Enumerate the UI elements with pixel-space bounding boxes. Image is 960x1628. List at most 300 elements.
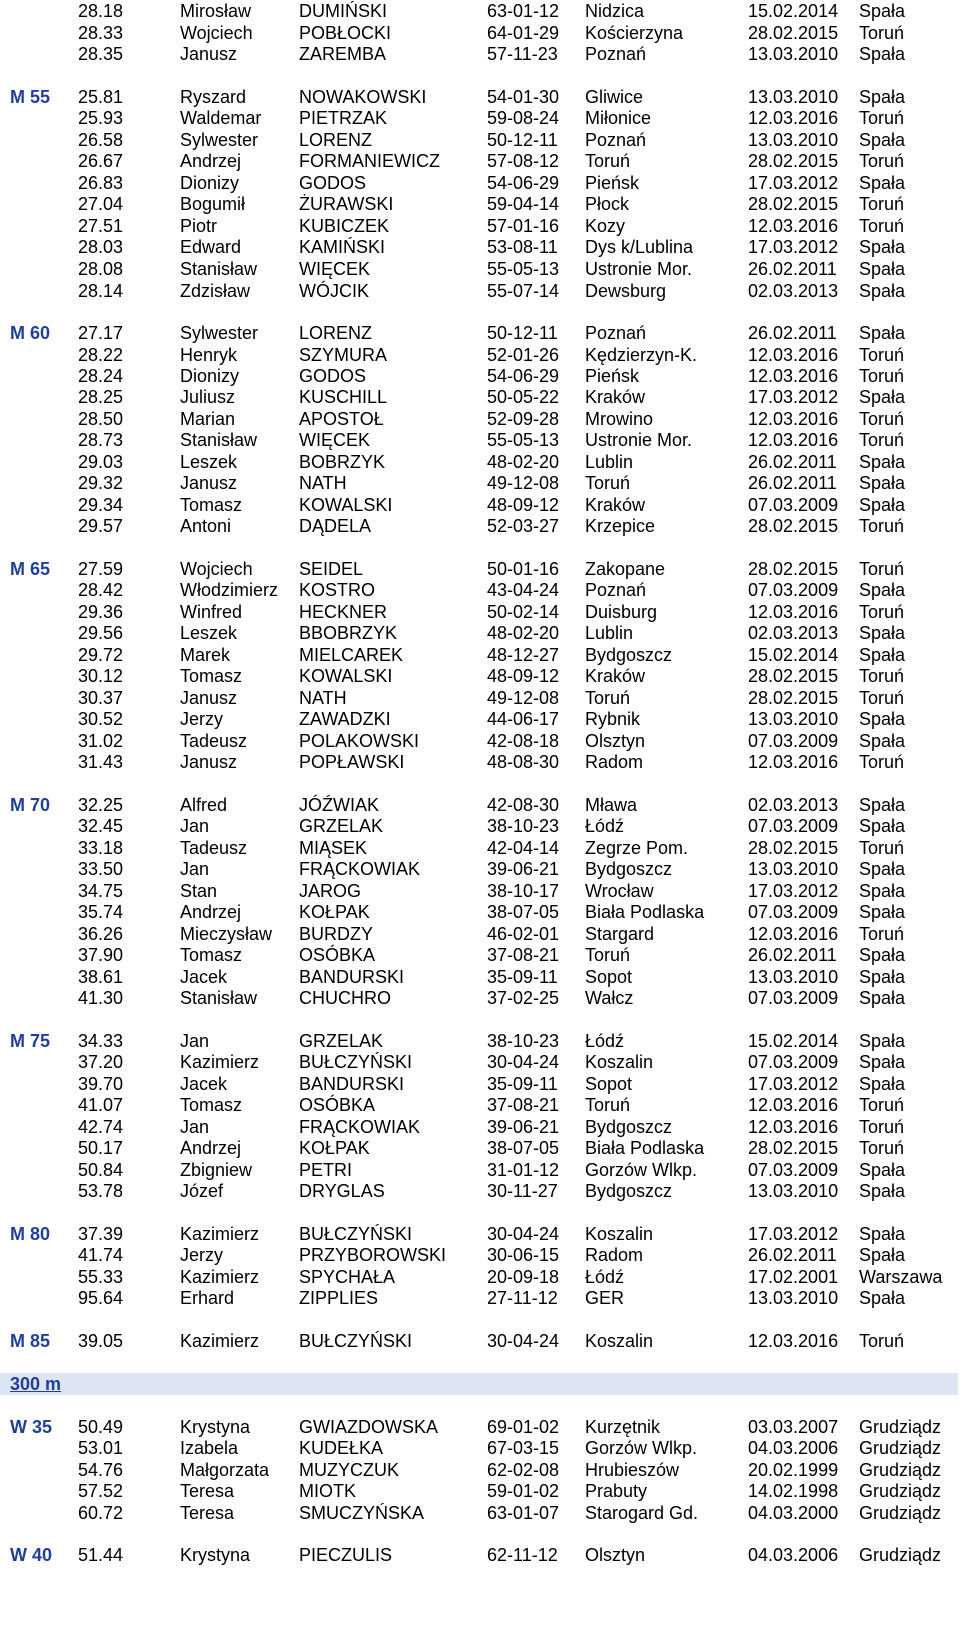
table-row	[0, 0, 960, 22]
place-cell: Toruń	[585, 1095, 631, 1115]
event-header-300m	[0, 1373, 958, 1395]
table-row	[0, 730, 960, 752]
dob-cell: 63-01-12	[487, 1, 560, 21]
time-cell: 30.12	[78, 666, 124, 686]
place-cell: Zegrze Pom.	[585, 838, 689, 858]
dob-cell: 38-10-23	[487, 1031, 560, 1051]
last-cell: BANDURSKI	[299, 1074, 405, 1094]
last-cell: WIĘCEK	[299, 259, 371, 279]
first-cell: Stanisław	[180, 259, 258, 279]
venue-cell: Spała	[859, 1245, 906, 1265]
first-cell: Tomasz	[180, 1095, 243, 1115]
time-cell: 53.78	[78, 1181, 124, 1201]
first-cell: Jacek	[180, 967, 228, 987]
table-row	[0, 472, 960, 494]
last-cell: POPŁAWSKI	[299, 752, 405, 772]
last-cell: DRYGLAS	[299, 1181, 385, 1201]
date-cell: 13.03.2010	[748, 87, 839, 107]
category-label: M 70	[10, 795, 51, 815]
time-cell: 41.30	[78, 988, 124, 1008]
dob-cell: 37-08-21	[487, 1095, 560, 1115]
dob-cell: 20-09-18	[487, 1267, 560, 1287]
place-cell: Gliwice	[585, 87, 644, 107]
first-cell: Tomasz	[180, 666, 243, 686]
table-row	[0, 193, 960, 215]
time-cell: 29.32	[78, 473, 124, 493]
time-cell: 31.43	[78, 752, 124, 772]
table-row	[0, 236, 960, 258]
date-cell: 28.02.2015	[748, 688, 839, 708]
dob-cell: 50-12-11	[487, 130, 558, 150]
place-cell: Stargard	[585, 924, 655, 944]
date-cell: 17.03.2012	[748, 881, 839, 901]
last-cell: PIECZULIS	[299, 1545, 393, 1565]
place-cell: Radom	[585, 752, 644, 772]
venue-cell: Spała	[859, 495, 906, 515]
date-cell: 20.02.1999	[748, 1460, 839, 1480]
time-cell: 28.22	[78, 345, 124, 365]
venue-cell: Toruń	[859, 151, 905, 171]
first-cell: Kazimierz	[180, 1331, 260, 1351]
time-cell: 36.26	[78, 924, 124, 944]
table-row	[0, 751, 960, 773]
date-cell: 14.02.1998	[748, 1481, 839, 1501]
dob-cell: 55-07-14	[487, 281, 560, 301]
time-cell: 28.42	[78, 580, 124, 600]
first-cell: Teresa	[180, 1481, 235, 1501]
dob-cell: 53-08-11	[487, 237, 558, 257]
dob-cell: 48-09-12	[487, 666, 560, 686]
venue-cell: Spała	[859, 452, 906, 472]
venue-cell: Spała	[859, 816, 906, 836]
place-cell: Wrocław	[585, 881, 654, 901]
place-cell: Łódź	[585, 1031, 625, 1051]
dob-cell: 37-08-21	[487, 945, 560, 965]
last-cell: DĄDELA	[299, 516, 372, 536]
time-cell: 28.24	[78, 366, 124, 386]
table-row	[0, 365, 960, 387]
venue-cell: Spała	[859, 387, 906, 407]
date-cell: 13.03.2010	[748, 44, 839, 64]
last-cell: OSÓBKA	[299, 1095, 376, 1115]
date-cell: 13.03.2010	[748, 859, 839, 879]
dob-cell: 50-01-16	[487, 559, 560, 579]
venue-cell: Toruń	[859, 688, 905, 708]
time-cell: 41.07	[78, 1095, 124, 1115]
place-cell: Lublin	[585, 623, 634, 643]
first-cell: Jerzy	[180, 1245, 224, 1265]
venue-cell: Spała	[859, 580, 906, 600]
date-cell: 12.03.2016	[748, 216, 839, 236]
first-cell: Marek	[180, 645, 231, 665]
first-cell: Wojciech	[180, 559, 253, 579]
first-cell: Piotr	[180, 216, 218, 236]
dob-cell: 59-08-24	[487, 108, 560, 128]
table-row	[0, 344, 960, 366]
venue-cell: Spała	[859, 87, 906, 107]
venue-cell: Grudziądz	[859, 1481, 942, 1501]
time-cell: 51.44	[78, 1545, 124, 1565]
date-cell: 07.03.2009	[748, 1160, 839, 1180]
place-cell: Ustronie Mor.	[585, 430, 693, 450]
last-cell: PRZYBOROWSKI	[299, 1245, 447, 1265]
time-cell: 26.67	[78, 151, 124, 171]
first-cell: Józef	[180, 1181, 224, 1201]
time-cell: 25.81	[78, 87, 124, 107]
venue-cell: Spała	[859, 1074, 906, 1094]
date-cell: 04.03.2006	[748, 1545, 839, 1565]
date-cell: 28.02.2015	[748, 23, 839, 43]
first-cell: Tomasz	[180, 495, 243, 515]
time-cell: 31.02	[78, 731, 124, 751]
place-cell: Hrubieszów	[585, 1460, 680, 1480]
place-cell: Sopot	[585, 967, 633, 987]
place-cell: Mrowino	[585, 409, 654, 429]
last-cell: BURDZY	[299, 924, 374, 944]
last-cell: KAMIŃSKI	[299, 237, 386, 257]
venue-cell: Toruń	[859, 23, 905, 43]
time-cell: 57.52	[78, 1481, 124, 1501]
first-cell: Leszek	[180, 452, 238, 472]
date-cell: 28.02.2015	[748, 559, 839, 579]
table-row	[0, 22, 960, 44]
date-cell: 17.03.2012	[748, 173, 839, 193]
venue-cell: Grudziądz	[859, 1460, 942, 1480]
event-header-label: 300 m	[10, 1374, 62, 1394]
first-cell: Janusz	[180, 752, 238, 772]
first-cell: Tadeusz	[180, 731, 248, 751]
dob-cell: 52-03-27	[487, 516, 560, 536]
table-row	[0, 386, 960, 408]
date-cell: 12.03.2016	[748, 366, 839, 386]
place-cell: Pieńsk	[585, 173, 640, 193]
time-cell: 32.45	[78, 816, 124, 836]
time-cell: 41.74	[78, 1245, 124, 1265]
last-cell: SMUCZYŃSKA	[299, 1503, 425, 1523]
first-cell: Teresa	[180, 1503, 235, 1523]
time-cell: 28.08	[78, 259, 124, 279]
last-cell: BUŁCZYŃSKI	[299, 1224, 413, 1244]
table-row	[0, 280, 960, 302]
place-cell: Kościerzyna	[585, 23, 684, 43]
last-cell: BOBRZYK	[299, 452, 386, 472]
table-row	[0, 86, 960, 108]
table-row	[0, 1459, 960, 1481]
venue-cell: Toruń	[859, 366, 905, 386]
venue-cell: Toruń	[859, 516, 905, 536]
date-cell: 17.03.2012	[748, 1074, 839, 1094]
last-cell: GWIAZDOWSKA	[299, 1417, 438, 1437]
date-cell: 17.03.2012	[748, 237, 839, 257]
dob-cell: 49-12-08	[487, 688, 560, 708]
venue-cell: Spała	[859, 44, 906, 64]
category-label: W 40	[10, 1545, 53, 1565]
venue-cell: Spała	[859, 967, 906, 987]
dob-cell: 42-08-18	[487, 731, 560, 751]
date-cell: 13.03.2010	[748, 1288, 839, 1308]
table-row	[0, 815, 960, 837]
last-cell: KUBICZEK	[299, 216, 390, 236]
place-cell: Płock	[585, 194, 630, 214]
venue-cell: Toruń	[859, 1138, 905, 1158]
date-cell: 13.03.2010	[748, 709, 839, 729]
date-cell: 26.02.2011	[748, 473, 837, 493]
first-cell: Henryk	[180, 345, 238, 365]
date-cell: 15.02.2014	[748, 1, 839, 21]
venue-cell: Warszawa	[859, 1267, 943, 1287]
dob-cell: 50-12-11	[487, 323, 558, 343]
place-cell: Toruń	[585, 151, 631, 171]
venue-cell: Spała	[859, 1031, 906, 1051]
date-cell: 28.02.2015	[748, 1138, 839, 1158]
last-cell: SEIDEL	[299, 559, 364, 579]
table-row	[0, 1223, 960, 1245]
dob-cell: 54-06-29	[487, 173, 560, 193]
table-row	[0, 622, 960, 644]
dob-cell: 48-02-20	[487, 452, 560, 472]
table-row	[0, 1137, 960, 1159]
table-row	[0, 1030, 960, 1052]
place-cell: GER	[585, 1288, 625, 1308]
date-cell: 28.02.2015	[748, 516, 839, 536]
first-cell: Jerzy	[180, 709, 224, 729]
place-cell: Zakopane	[585, 559, 666, 579]
last-cell: GODOS	[299, 173, 367, 193]
first-cell: Andrzej	[180, 151, 242, 171]
first-cell: Ryszard	[180, 87, 247, 107]
venue-cell: Toruń	[859, 194, 905, 214]
place-cell: Bydgoszcz	[585, 645, 673, 665]
last-cell: BBOBRZYK	[299, 623, 398, 643]
time-cell: 30.52	[78, 709, 124, 729]
place-cell: Poznań	[585, 580, 647, 600]
last-cell: PETRI	[299, 1160, 353, 1180]
category-label: M 60	[10, 323, 51, 343]
venue-cell: Spała	[859, 731, 906, 751]
last-cell: GRZELAK	[299, 816, 384, 836]
dob-cell: 50-05-22	[487, 387, 560, 407]
table-row	[0, 258, 960, 280]
dob-cell: 35-09-11	[487, 967, 558, 987]
date-cell: 07.03.2009	[748, 816, 839, 836]
venue-cell: Spała	[859, 323, 906, 343]
category-label: W 35	[10, 1417, 53, 1437]
date-cell: 07.03.2009	[748, 1052, 839, 1072]
last-cell: BUŁCZYŃSKI	[299, 1331, 413, 1351]
last-cell: ZAREMBA	[299, 44, 387, 64]
last-cell: WÓJCIK	[299, 281, 369, 301]
time-cell: 29.34	[78, 495, 124, 515]
first-cell: Andrzej	[180, 902, 242, 922]
last-cell: CHUCHRO	[299, 988, 391, 1008]
table-row	[0, 1266, 960, 1288]
place-cell: Kozy	[585, 216, 626, 236]
date-cell: 17.03.2012	[748, 387, 839, 407]
first-cell: Stan	[180, 881, 218, 901]
first-cell: Kazimierz	[180, 1224, 260, 1244]
dob-cell: 59-01-02	[487, 1481, 560, 1501]
place-cell: Dys k/Lublina	[585, 237, 694, 257]
time-cell: 38.61	[78, 967, 124, 987]
dob-cell: 42-08-30	[487, 795, 560, 815]
first-cell: Małgorzata	[180, 1460, 270, 1480]
last-cell: POLAKOWSKI	[299, 731, 420, 751]
venue-cell: Toruń	[859, 602, 905, 622]
dob-cell: 38-10-17	[487, 881, 560, 901]
dob-cell: 31-01-12	[487, 1160, 560, 1180]
table-row	[0, 966, 960, 988]
date-cell: 13.03.2010	[748, 130, 839, 150]
place-cell: Toruń	[585, 945, 631, 965]
last-cell: SPYCHAŁA	[299, 1267, 396, 1287]
first-cell: Bogumił	[180, 194, 246, 214]
table-row	[0, 880, 960, 902]
place-cell: Koszalin	[585, 1331, 654, 1351]
table-row	[0, 129, 960, 151]
date-cell: 12.03.2016	[748, 924, 839, 944]
table-row	[0, 601, 960, 623]
place-cell: Prabuty	[585, 1481, 648, 1501]
last-cell: OSÓBKA	[299, 945, 376, 965]
last-cell: KOWALSKI	[299, 666, 393, 686]
dob-cell: 30-04-24	[487, 1052, 560, 1072]
last-cell: MIELCAREK	[299, 645, 404, 665]
dob-cell: 43-04-24	[487, 580, 560, 600]
table-row	[0, 901, 960, 923]
time-cell: 50.49	[78, 1417, 124, 1437]
place-cell: Radom	[585, 1245, 644, 1265]
date-cell: 28.02.2015	[748, 666, 839, 686]
dob-cell: 69-01-02	[487, 1417, 560, 1437]
last-cell: KOŁPAK	[299, 902, 370, 922]
venue-cell: Spała	[859, 881, 906, 901]
place-cell: Dewsburg	[585, 281, 667, 301]
last-cell: KOŁPAK	[299, 1138, 370, 1158]
first-cell: Janusz	[180, 688, 238, 708]
time-cell: 55.33	[78, 1267, 124, 1287]
first-cell: Krystyna	[180, 1417, 251, 1437]
table-row	[0, 1094, 960, 1116]
last-cell: NATH	[299, 688, 347, 708]
dob-cell: 62-11-12	[487, 1545, 558, 1565]
time-cell: 27.17	[78, 323, 124, 343]
first-cell: Kazimierz	[180, 1267, 260, 1287]
table-row	[0, 644, 960, 666]
venue-cell: Spała	[859, 281, 906, 301]
dob-cell: 50-02-14	[487, 602, 560, 622]
venue-cell: Toruń	[859, 409, 905, 429]
time-cell: 34.75	[78, 881, 124, 901]
place-cell: Bydgoszcz	[585, 859, 673, 879]
category-label: M 65	[10, 559, 51, 579]
category-label: M 75	[10, 1031, 51, 1051]
date-cell: 07.03.2009	[748, 495, 839, 515]
dob-cell: 57-01-16	[487, 216, 560, 236]
dob-cell: 30-06-15	[487, 1245, 560, 1265]
last-cell: HECKNER	[299, 602, 388, 622]
dob-cell: 42-04-14	[487, 838, 560, 858]
venue-cell: Spała	[859, 473, 906, 493]
venue-cell: Grudziądz	[859, 1545, 942, 1565]
time-cell: 29.36	[78, 602, 124, 622]
venue-cell: Spała	[859, 795, 906, 815]
date-cell: 28.02.2015	[748, 151, 839, 171]
dob-cell: 62-02-08	[487, 1460, 560, 1480]
date-cell: 17.02.2001	[748, 1267, 839, 1287]
first-cell: Jan	[180, 1117, 210, 1137]
time-cell: 25.93	[78, 108, 124, 128]
date-cell: 07.03.2009	[748, 902, 839, 922]
place-cell: Biała Podlaska	[585, 902, 705, 922]
first-cell: Janusz	[180, 473, 238, 493]
first-cell: Waldemar	[180, 108, 262, 128]
date-cell: 17.03.2012	[748, 1224, 839, 1244]
date-cell: 04.03.2006	[748, 1438, 839, 1458]
last-cell: MUZYCZUK	[299, 1460, 399, 1480]
place-cell: Duisburg	[585, 602, 658, 622]
last-cell: FORMANIEWICZ	[299, 151, 440, 171]
time-cell: 28.25	[78, 387, 124, 407]
first-cell: Kazimierz	[180, 1052, 260, 1072]
venue-cell: Spała	[859, 1, 906, 21]
time-cell: 95.64	[78, 1288, 124, 1308]
date-cell: 02.03.2013	[748, 281, 839, 301]
dob-cell: 30-04-24	[487, 1224, 560, 1244]
last-cell: BANDURSKI	[299, 967, 405, 987]
time-cell: 28.14	[78, 281, 124, 301]
venue-cell: Spała	[859, 1052, 906, 1072]
date-cell: 07.03.2009	[748, 988, 839, 1008]
table-row	[0, 1502, 960, 1524]
date-cell: 04.03.2000	[748, 1503, 839, 1523]
place-cell: Pieńsk	[585, 366, 640, 386]
first-cell: Sylwester	[180, 130, 259, 150]
table-row	[0, 665, 960, 687]
time-cell: 30.37	[78, 688, 124, 708]
table-row	[0, 558, 960, 580]
table-row	[0, 1159, 960, 1181]
date-cell: 15.02.2014	[748, 1031, 839, 1051]
place-cell: Toruń	[585, 688, 631, 708]
last-cell: APOSTOŁ	[299, 409, 384, 429]
dob-cell: 48-09-12	[487, 495, 560, 515]
venue-cell: Toruń	[859, 838, 905, 858]
dob-cell: 48-08-30	[487, 752, 560, 772]
table-row	[0, 1116, 960, 1138]
venue-cell: Spała	[859, 1160, 906, 1180]
place-cell: Rybnik	[585, 709, 641, 729]
last-cell: NOWAKOWSKI	[299, 87, 427, 107]
first-cell: Dionizy	[180, 173, 240, 193]
venue-cell: Spała	[859, 1288, 906, 1308]
venue-cell: Toruń	[859, 216, 905, 236]
date-cell: 28.02.2015	[748, 838, 839, 858]
date-cell: 12.03.2016	[748, 1117, 839, 1137]
table-row	[0, 794, 960, 816]
place-cell: Biała Podlaska	[585, 1138, 705, 1158]
venue-cell: Toruń	[859, 752, 905, 772]
date-cell: 07.03.2009	[748, 731, 839, 751]
place-cell: Starogard Gd.	[585, 1503, 699, 1523]
date-cell: 12.03.2016	[748, 409, 839, 429]
table-row	[0, 172, 960, 194]
place-cell: Kędzierzyn-K.	[585, 345, 698, 365]
time-cell: 50.84	[78, 1160, 124, 1180]
dob-cell: 37-02-25	[487, 988, 560, 1008]
table-row	[0, 837, 960, 859]
table-row	[0, 429, 960, 451]
place-cell: Koszalin	[585, 1224, 654, 1244]
